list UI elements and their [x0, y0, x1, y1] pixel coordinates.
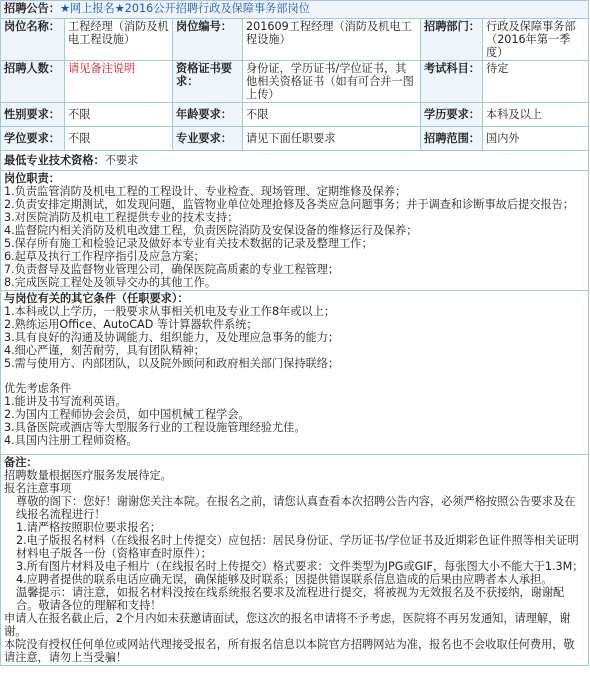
preference-title: 优先考虑条件	[4, 382, 72, 395]
skill-row	[1, 151, 589, 171]
headcount-label: 招聘人数：	[1, 61, 65, 103]
skill-label: 最低专业技术资格：	[4, 154, 105, 167]
requirement-item: 4.细心严谨，刻苦耐劳，具有团队精神；	[4, 344, 205, 357]
duty-item: 7.负责督导及监督物业管理公司，确保医院高质素的专业工程管理；	[4, 263, 340, 276]
remarks-row	[1, 455, 589, 666]
age-value: 不限	[243, 103, 421, 127]
major-value: 请见下面任职要求	[243, 127, 421, 151]
gender-value: 不限	[65, 103, 173, 127]
headcount-row	[1, 61, 589, 103]
position-code-value: 201609工程经理（消防及机电工程设施）	[243, 19, 421, 61]
remarks-line: 招聘数量根据医疗服务发展待定。	[4, 469, 172, 482]
skill-cell	[1, 151, 589, 171]
requirements-row	[1, 291, 589, 455]
remarks-title: 备注：	[4, 456, 38, 469]
duty-item: 2.负责安排定期测试，如发现问题，监管物业单位处理抢修及各类应急问题事务；并于调查和诊断事故后提交报告；	[4, 198, 575, 211]
star-icon: ★	[114, 2, 125, 15]
headcount-value: 请见备注说明	[65, 61, 173, 103]
scope-label: 招聘范围：	[421, 127, 483, 151]
requirement-item: 3.具有良好的沟通及协调能力、组织能力，及处理应急事务的能力；	[4, 331, 340, 344]
remarks-cell	[1, 455, 589, 666]
requirement-item: 5.需与使用方、内部团队，以及院外顾问和政府相关部门保持联络；	[4, 357, 340, 370]
department-label: 招聘部门：	[421, 19, 483, 61]
announcement-label: 招聘公告：	[4, 2, 60, 15]
department-value: 行政及保障事务部（2016年第一季度）	[483, 19, 589, 61]
position-name-label: 岗位名称：	[1, 19, 65, 61]
requirements-title: 与岗位有关的其它条件（任职要求）：	[4, 292, 189, 305]
remarks-paragraph: 申请人在报名截止后，2个月内如未获邀请面试，您这次的报名申请将不予考虑，医院将不再另发通知，请理解，谢谢。	[4, 612, 571, 638]
spacer	[4, 447, 585, 453]
requirement-item: 2.熟练运用Office、AutoCAD 等计算器软件系统；	[4, 318, 258, 331]
duty-item: 8.完成医院工程处及领导交办的其他工作。	[4, 276, 217, 289]
star-icon: ★	[59, 2, 70, 15]
announcement-title[interactable]: 网上报名	[69, 2, 115, 15]
duty-item: 3.对医院消防及机电工程提供专业的技术支持；	[4, 211, 239, 224]
degree-label: 学位要求：	[1, 127, 65, 151]
duty-item: 1.负责监管消防及机电工程的工程设计、专业检查、现场管理、定期维修及保养；	[4, 185, 407, 198]
remarks-item: 2.电子版报名材料（在线报名时上传提交）应包括：居民身份证、学历证书/学位证书及近期彩色证件照等相关证明材料电子版各一份（资格审查时原件）；	[16, 534, 579, 560]
position-code-label: 岗位编号：	[173, 19, 243, 61]
duty-item: 6.起草及执行工作程序指引及应急方案；	[4, 250, 205, 263]
announcement-cell	[1, 1, 589, 19]
skill-value: 不要求	[104, 154, 139, 167]
remarks-item: 1.请严格按照职位要求报名；	[16, 521, 161, 534]
age-label: 年龄要求：	[173, 103, 243, 127]
major-label: 专业要求：	[173, 127, 243, 151]
exam-subject-label: 考试科目：	[421, 61, 483, 103]
certificate-label: 资格证书要求：	[173, 61, 243, 103]
requirements-cell	[1, 291, 589, 455]
education-value: 本科及以上	[483, 103, 589, 127]
scope-value: 国内外	[483, 127, 589, 151]
duties-title: 岗位职责：	[4, 172, 60, 185]
duties-row	[1, 171, 589, 291]
duty-item: 4.监督院内相关消防及机电改建工程，负责医院消防及安保设备的维修运行及保养；	[4, 224, 418, 237]
requirement-item: 1.本科或以上学历，一般要求从事相关机电及专业工作8年或以上；	[4, 305, 336, 318]
certificate-value: 身份证，学历证书/学位证书，其他相关资格证书（如有可合并一图上传）	[243, 61, 421, 103]
preference-item: 4.具国内注册工程师资格。	[4, 434, 138, 447]
remarks-paragraph: 本院没有授权任何单位或网站代理接受报名，所有报名信息以本院官方招聘网站为准，报名也不会收取任何费用，敬请注意，请勿上当受骗！	[4, 638, 575, 664]
exam-subject-value: 待定	[483, 61, 589, 103]
remarks-tip: 温馨提示：请注意，如报名材料没按在线系统报名要求及流程进行提交，将被视为无效报名及不获接纳，谢谢配合。敬请各位的理解和支持！	[16, 586, 565, 612]
remarks-item: 4.应聘者提供的联系电话应确无误，确保能够及时联系；因提供错误联系信息造成的后果由应聘者本人承担。	[16, 573, 553, 586]
duties-cell	[1, 171, 589, 291]
remarks-line: 报名注意事项	[4, 482, 72, 495]
remarks-item: 3.所有图片材料及电子相片（在线报名时上传提交）格式要求：文件类型为JPG或GIF，每张图大小不能大于1.3M；	[16, 560, 584, 573]
degree-value: 不限	[65, 127, 173, 151]
announcement-title-rest[interactable]: 2016公开招聘行政及保障事务部岗位	[124, 2, 310, 15]
preference-item: 1.能讲及书写流利英语。	[4, 395, 127, 408]
gender-row	[1, 103, 589, 127]
position-row	[1, 19, 589, 61]
gender-label: 性别要求：	[1, 103, 65, 127]
remarks-paragraph: 尊敬的阁下：您好！谢谢您关注本院。在报名之前，请您认真查看本次招聘公告内容，必须严格按照公告要求及在线报名流程进行！	[16, 495, 576, 521]
announcement-row	[1, 1, 589, 19]
preference-item: 3.具备医院或酒店等大型服务行业的工程设施管理经验尤佳。	[4, 421, 306, 434]
preference-item: 2.为国内工程师协会会员，如中国机械工程学会。	[4, 408, 250, 421]
position-name-value: 工程经理（消防及机电工程设施）	[65, 19, 173, 61]
education-label: 学历要求：	[421, 103, 483, 127]
degree-row	[1, 127, 589, 151]
spacer	[4, 370, 585, 382]
duty-item: 5.保存所有施工和检验记录及做好本专业有关技术数据的记录及整理工作；	[4, 237, 373, 250]
